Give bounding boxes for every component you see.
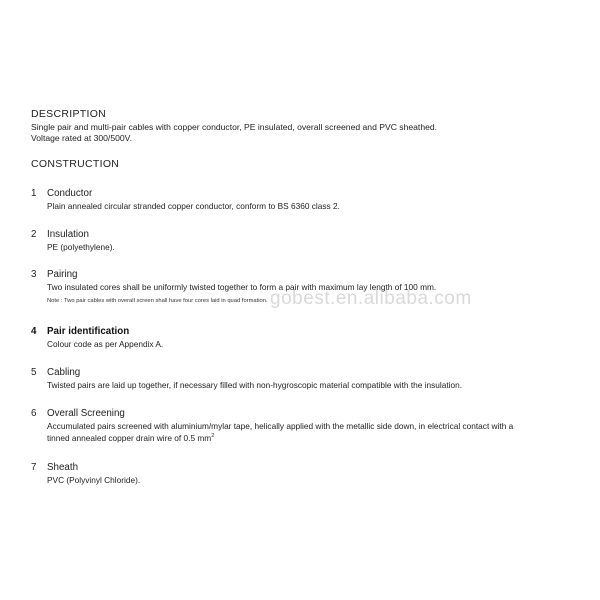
item-number: 2: [31, 229, 37, 240]
construction-heading: CONSTRUCTION: [31, 158, 120, 170]
item-text-line-2-main: tinned annealed copper drain wire of 0.5 mm: [47, 433, 212, 443]
item-text: Colour code as per Appendix A.: [47, 339, 164, 349]
description-line-2: Voltage rated at 300/500V.: [31, 133, 132, 143]
item-text: PE (polyethylene).: [47, 242, 115, 252]
item-title: Pairing: [47, 269, 78, 280]
item-title: Pair identification: [47, 326, 130, 337]
item-number: 3: [31, 269, 37, 280]
item-number: 4: [31, 326, 37, 337]
item-note: Note : Two pair cables with overall screen shall have four cores laid in quad formation.: [47, 298, 268, 304]
item-number: 5: [31, 367, 37, 378]
watermark: gobest.en.alibaba.com: [270, 288, 472, 309]
item-title: Conductor: [47, 188, 93, 199]
item-title: Sheath: [47, 462, 79, 473]
item-number: 6: [31, 408, 37, 419]
item-title: Cabling: [47, 367, 81, 378]
description-line-1: Single pair and multi-pair cables with copper conductor, PE insulated, overall screened and PVC sheathed.: [31, 122, 438, 132]
item-text: Twisted pairs are laid up together, if necessary filled with non-hygroscopic material compatible with the insulation.: [47, 380, 463, 390]
item-text-line-1: Accumulated pairs screened with aluminium/mylar tape, helically applied with the metallic side down, in electrical contact with a: [47, 421, 514, 431]
item-text-line-2: [47, 433, 214, 445]
item-text: Two insulated cores shall be uniformly twisted together to form a pair with maximum lay length of 100 mm.: [47, 282, 437, 292]
superscript-2: 2: [211, 433, 215, 440]
item-number: 7: [31, 462, 37, 473]
description-heading: DESCRIPTION: [31, 108, 107, 120]
item-text: Plain annealed circular stranded copper conductor, conform to BS 6360 class 2.: [47, 201, 340, 211]
item-text: PVC (Polyvinyl Chloride).: [47, 475, 141, 485]
item-title: Overall Screening: [47, 408, 125, 419]
item-title: Insulation: [47, 229, 89, 240]
item-number: 1: [31, 188, 37, 199]
